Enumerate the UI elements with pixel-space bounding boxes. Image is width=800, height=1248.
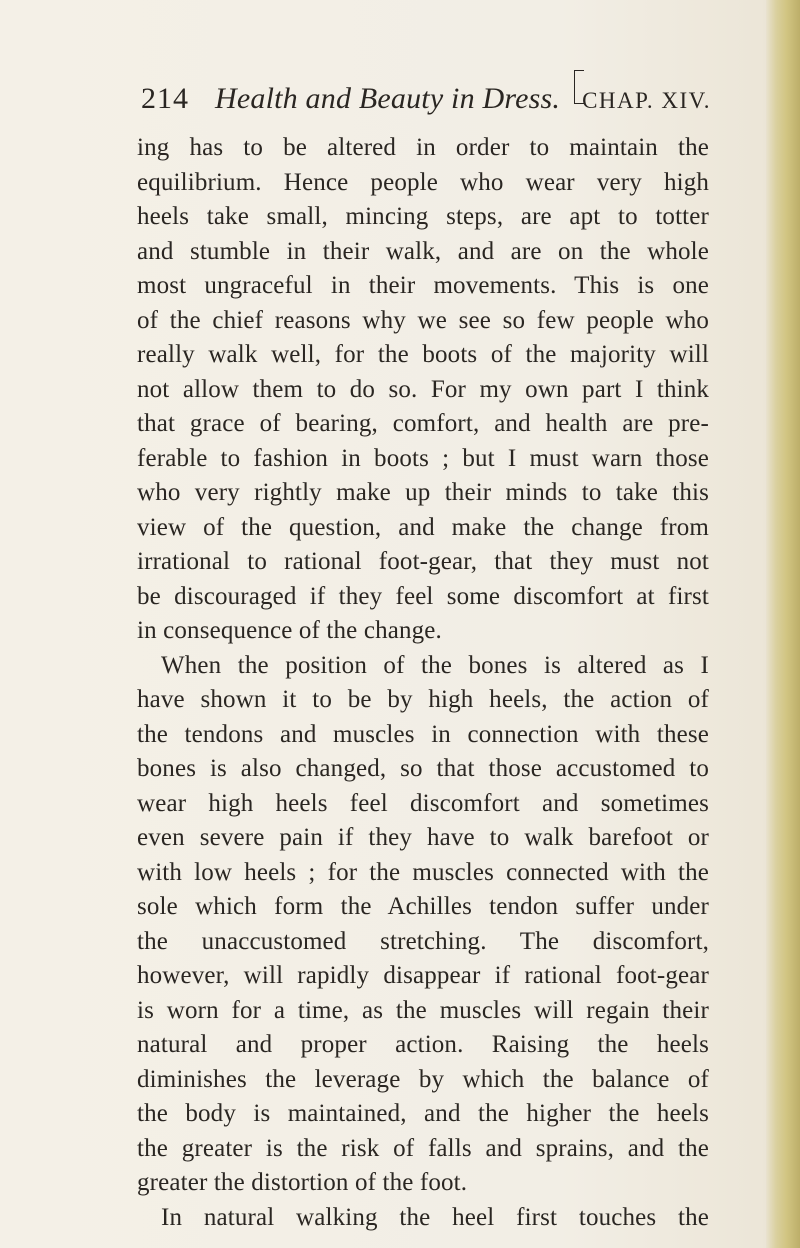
text-line: greater the distortion of the foot. [137,1169,468,1196]
text-line: bones is also changed, so that those accustomed to [137,755,709,782]
text-line: in consequence of the change. [137,617,442,644]
text-line: the body is maintained, and the higher the heels [137,1100,709,1127]
text-line: the greater is the risk of falls and sprains, and the [137,1134,709,1162]
text-line: really walk well, for the boots of the majority will [137,341,709,368]
text-line: who very rightly make up their minds to take this [137,479,709,506]
text-line: with low heels ; for the muscles connected with the [137,858,709,886]
text-line: heels take small, mincing steps, are apt to totter [137,203,709,230]
text-line: sole which form the Achilles tendon suffer under [137,893,709,920]
page-edge-shadow [766,0,800,1248]
running-title: Health and Beauty in Dress. [215,82,561,115]
text-line: wear high heels feel discomfort and sometimes [137,789,709,817]
text-line: even severe pain if they have to walk barefoot or [137,824,709,851]
text-line: view of the question, and make the change from [137,513,709,541]
text-line: the unaccustomed stretching. The discomfort, [137,927,709,955]
text-line: have shown it to be by high heels, the action of [137,686,709,713]
text-line: that grace of bearing, comfort, and health are pre- [137,410,709,437]
text-line: is worn for a time, as the muscles will regain their [137,996,709,1024]
text-line: In natural walking the heel first touches the [161,1203,709,1231]
running-head [141,74,721,124]
text-line: of the chief reasons why we see so few people who [137,306,709,334]
text-line: natural and proper action. Raising the heels [137,1031,709,1058]
body-text [137,131,709,1235]
text-line: equilibrium. Hence people who wear very high [137,168,709,196]
text-line: and stumble in their walk, and are on the whole [137,237,709,265]
text-line: irrational to rational foot-gear, that they must not [137,548,709,575]
text-line: diminishes the leverage by which the balance of [137,1065,709,1093]
text-line: the tendons and muscles in connection with these [137,720,709,748]
text-line: most ungraceful in their movements. This is one [137,272,709,299]
text-line: however, will rapidly disappear if rational foot-gear [137,962,709,989]
text-line: ferable to fashion in boots ; but I must warn those [137,444,709,472]
text-line: When the position of the bones is altered as I [161,651,709,679]
text-line: not allow them to do so. For my own part I think [137,375,709,403]
text-line: ing has to be altered in order to maintain the [137,134,709,161]
text-line: be discouraged if they feel some discomfort at first [137,582,709,610]
chapter-reference: CHAP. XIV. [574,76,711,126]
page-number: 214 [141,82,189,115]
